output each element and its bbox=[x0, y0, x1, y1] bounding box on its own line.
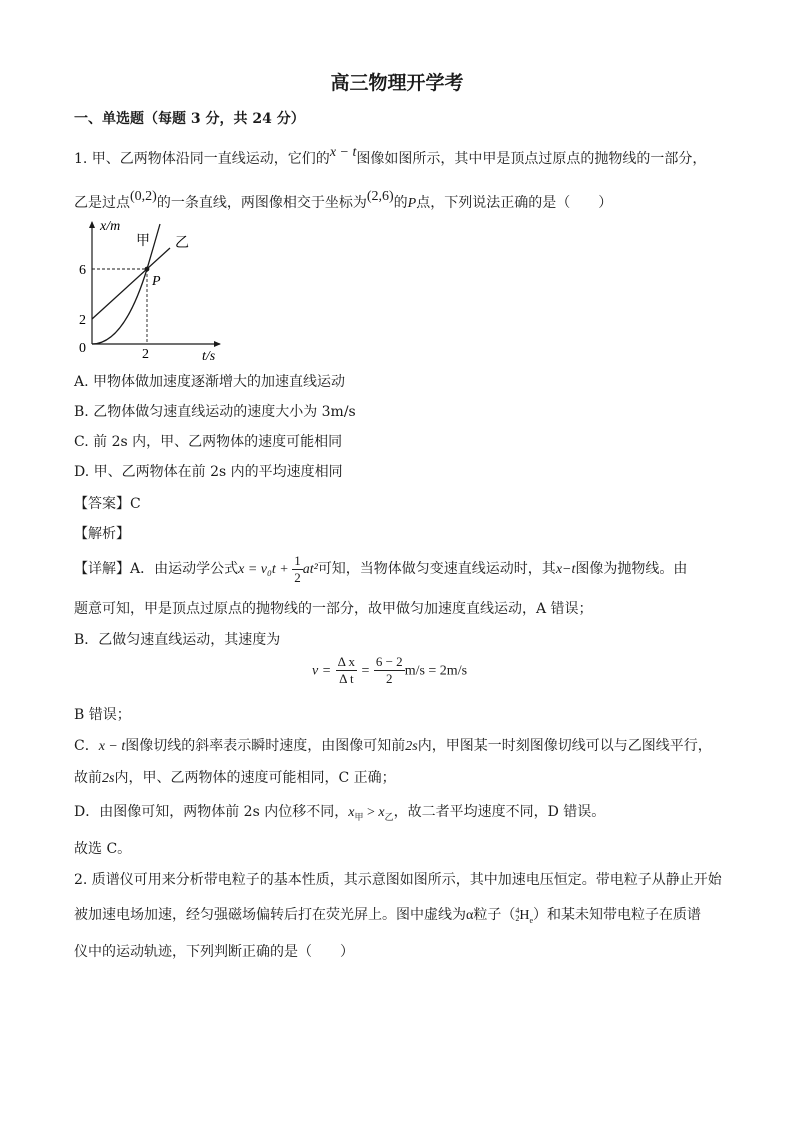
detail-c-text-a: C． bbox=[74, 738, 99, 754]
page-title: 高三物理开学考 bbox=[330, 72, 464, 94]
q1-point-2-6: (2,6) bbox=[366, 189, 394, 204]
tick-y-2: 2 bbox=[79, 313, 86, 328]
q1-stem-line2 bbox=[74, 189, 613, 212]
q2-text-b: 粒子（ bbox=[473, 907, 516, 923]
formula-half-num: 1 bbox=[294, 552, 301, 568]
q1-velocity-equation bbox=[312, 654, 467, 687]
q1-option-c: C. 前 2s 内，甲、乙两物体的速度可能相同 bbox=[74, 434, 343, 450]
eq-v: v = bbox=[312, 663, 332, 679]
detail-a-xt: x−t bbox=[555, 562, 576, 577]
x-axis-label: t/s bbox=[202, 349, 216, 364]
q1-xt-graph bbox=[70, 212, 240, 364]
detail-d-text-b: ，故二者平均速度不同，D 错误。 bbox=[393, 804, 606, 820]
tick-x-2: 2 bbox=[142, 347, 149, 362]
q2-text-c: ）和某未知带电粒子在质谱 bbox=[533, 907, 702, 923]
eq-num: 6 − 2 bbox=[375, 654, 403, 669]
q1-stem-text-a: 1. 甲、乙两物体沿同一直线运动，它们的 bbox=[74, 151, 330, 167]
q1-stem-text-c: 乙是过点 bbox=[74, 195, 130, 211]
detail-c-xt: x − t bbox=[98, 739, 126, 754]
y-axis-label: x/m bbox=[100, 219, 121, 234]
eq-den: 2 bbox=[386, 671, 393, 686]
detail-d-text-a: D．由图像可知，两物体前 2s 内位移不同， bbox=[74, 804, 349, 820]
detail-d-gt: > bbox=[363, 805, 379, 820]
intersection-point bbox=[145, 267, 150, 272]
eq-dx: Δ x bbox=[337, 654, 356, 669]
q2-text-a: 被加速电场加速，经匀强磁场偏转后打在荧光屏上。图中虚线为 bbox=[74, 907, 466, 923]
q1-stem-line1 bbox=[74, 145, 707, 168]
q1-analysis-heading: 【解析】 bbox=[74, 526, 130, 542]
q1-option-a: A. 甲物体做加速度逐渐增大的加速直线运动 bbox=[74, 374, 346, 390]
tick-origin: 0 bbox=[79, 341, 86, 356]
section-heading: 一、单选题（每题 3 分，共 24 分） bbox=[74, 111, 305, 127]
eq-tail: m/s = 2m/s bbox=[404, 663, 468, 679]
q1-detail-a-line2: 题意可知，甲是顶点过原点的抛物线的一部分，故甲做匀加速度直线运动，A 错误； bbox=[74, 601, 593, 617]
detail-d-x1: x bbox=[348, 805, 355, 820]
q2-alpha: α bbox=[466, 908, 474, 923]
detail-c-2s: 2s bbox=[405, 739, 418, 754]
q1-detail-b-line2: B 错误； bbox=[74, 707, 131, 723]
eq-value-fraction bbox=[374, 654, 405, 687]
q1-detail-d-line bbox=[74, 801, 605, 823]
formula-lhs: x = v₀t + bbox=[238, 562, 293, 577]
q1-detail-c-line1 bbox=[74, 735, 712, 755]
q1-conclusion: 故选 C。 bbox=[74, 841, 132, 857]
q2-stem-line1: 2. 质谱仪可用来分析带电粒子的基本性质，其示意图如图所示，其中加速电压恒定。带电粒子从静止开始 bbox=[74, 872, 722, 888]
formula-half-den: 2 bbox=[294, 569, 301, 585]
detail-a-text-1: 【详解】A．由运动学公式 bbox=[74, 561, 239, 577]
q1-stem-text-f: 点，下列说法正确的是（ ） bbox=[416, 195, 613, 211]
detail-a-text-2: 可知，当物体做匀变速直线运动时，其 bbox=[317, 561, 556, 577]
q1-stem-text-e: 的 bbox=[393, 195, 408, 211]
label-jia: 甲 bbox=[136, 234, 150, 249]
q1-stem-text-b: 图像如图所示，其中甲是顶点过原点的抛物线的一部分， bbox=[356, 151, 707, 167]
q1-stem-text-d: 的一条直线，两图像相交于坐标为 bbox=[156, 195, 367, 211]
q2-isotope-symbol: H bbox=[519, 908, 530, 923]
label-yi: 乙 bbox=[175, 236, 189, 251]
detail-d-x2: x bbox=[378, 805, 385, 820]
formula-rhs: at² bbox=[302, 562, 318, 577]
q1-option-d: D. 甲、乙两物体在前 2s 内的平均速度相同 bbox=[74, 464, 343, 480]
detail-d-sub-yi: 乙 bbox=[384, 812, 394, 823]
detail-c-text-c: 内，甲图某一时刻图像切线可以与乙图线平行， bbox=[417, 738, 712, 754]
q1-answer: 【答案】C bbox=[74, 496, 141, 512]
detail-a-text-3: 图像为抛物线。由 bbox=[575, 561, 688, 577]
detail-d-sub-jia: 甲 bbox=[354, 812, 364, 823]
q2-isotope-sub: e bbox=[529, 915, 534, 925]
detail-c2-2s: 2s bbox=[102, 771, 115, 786]
q2-stem-line2 bbox=[74, 904, 701, 925]
q1-detail-b-line1: B．乙做匀速直线运动，其速度为 bbox=[74, 632, 281, 648]
label-p: P bbox=[152, 274, 161, 289]
q1-p-label: P bbox=[407, 196, 417, 211]
q2-stem-line3: 仪中的运动轨迹，下列判断正确的是（ ） bbox=[74, 944, 354, 960]
q2-mass-number: 4 bbox=[515, 906, 520, 915]
tick-y-6: 6 bbox=[79, 263, 86, 278]
eq-delta-fraction bbox=[336, 654, 357, 687]
q1-detail-a-line1 bbox=[74, 552, 687, 587]
detail-c2-text-a: 故前 bbox=[74, 770, 102, 786]
q1-detail-c-line2 bbox=[74, 767, 396, 787]
q1-option-b: B. 乙物体做匀速直线运动的速度大小为 3m/s bbox=[74, 404, 356, 420]
detail-c2-text-b: 内，甲、乙两物体的速度可能相同，C 正确； bbox=[114, 770, 396, 786]
formula-half-fraction bbox=[292, 553, 303, 586]
q1-point-0-2: (0,2) bbox=[130, 189, 157, 204]
q1-xt-symbol: x − t bbox=[329, 145, 357, 160]
eq-dt: Δ t bbox=[339, 671, 354, 686]
detail-c-text-b: 图像切线的斜率表示瞬时速度，由图像可知前 bbox=[125, 738, 406, 754]
q2-atomic-number: 2 bbox=[515, 914, 520, 923]
eq-equals: = bbox=[361, 663, 370, 679]
